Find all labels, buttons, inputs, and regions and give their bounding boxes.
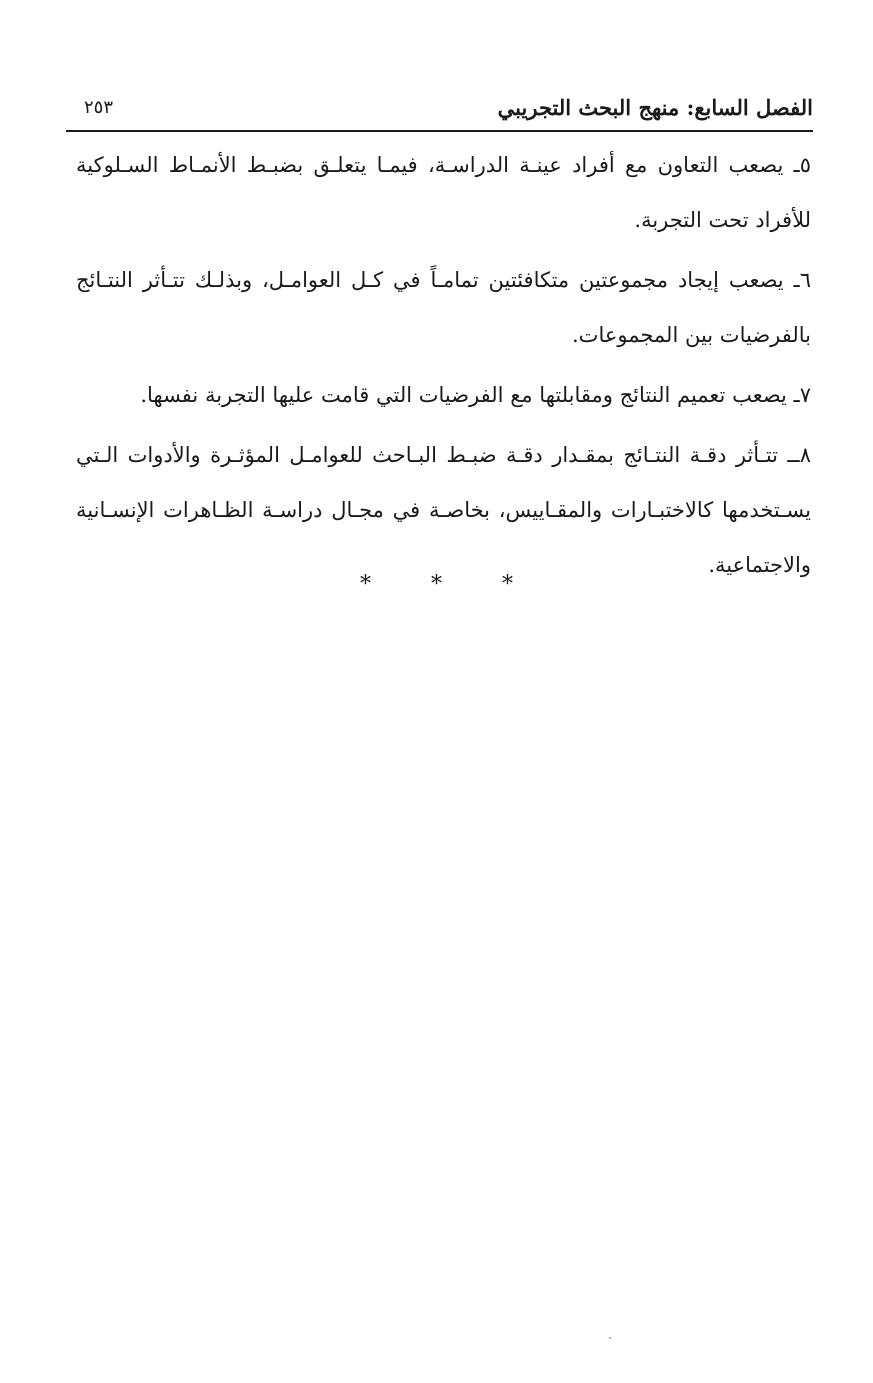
list-item-6: ٦ـ يصعب إيجاد مجموعتين متكافئتين تمامـاً في كـل العوامـل، وبذلـك تتـأثر النتـائج بالفرضيات بين المجموعات.: [76, 268, 811, 347]
scan-speck: [609, 1337, 611, 1339]
running-head: [66, 88, 813, 128]
chapter-title: الفصل السابع: منهج البحث التجريبي: [497, 95, 813, 120]
asterisk-ornament: *: [431, 572, 442, 597]
list-item-8: ٨ــ تتـأثر دقـة النتـائج بمقـدار دقـة ضبـط البـاحث للعوامـل المؤثـرة والأدوات الـتي يسـتخدمها كالاختبـارات والمقـاييس، بخاصـة في مجـال دراسـة الظـاهرات الإنسـانية والاجتماعية.: [76, 443, 811, 577]
section-separator: [0, 565, 873, 605]
asterisk-ornament: *: [502, 572, 513, 597]
asterisk-ornament: *: [360, 572, 371, 597]
body-text: [76, 138, 811, 598]
page-number: ٢٥٣: [84, 97, 114, 118]
list-item-7: ٧ـ يصعب تعميم النتائج ومقابلتها مع الفرضيات التي قامت عليها التجربة نفسها.: [140, 383, 811, 407]
list-item-5: ٥ـ يصعب التعاون مع أفراد عينـة الدراسـة، فيمـا يتعلـق بضبـط الأنمـاط السـلوكية للأفراد تحت التجربة.: [76, 153, 811, 232]
header-rule: [66, 130, 813, 132]
